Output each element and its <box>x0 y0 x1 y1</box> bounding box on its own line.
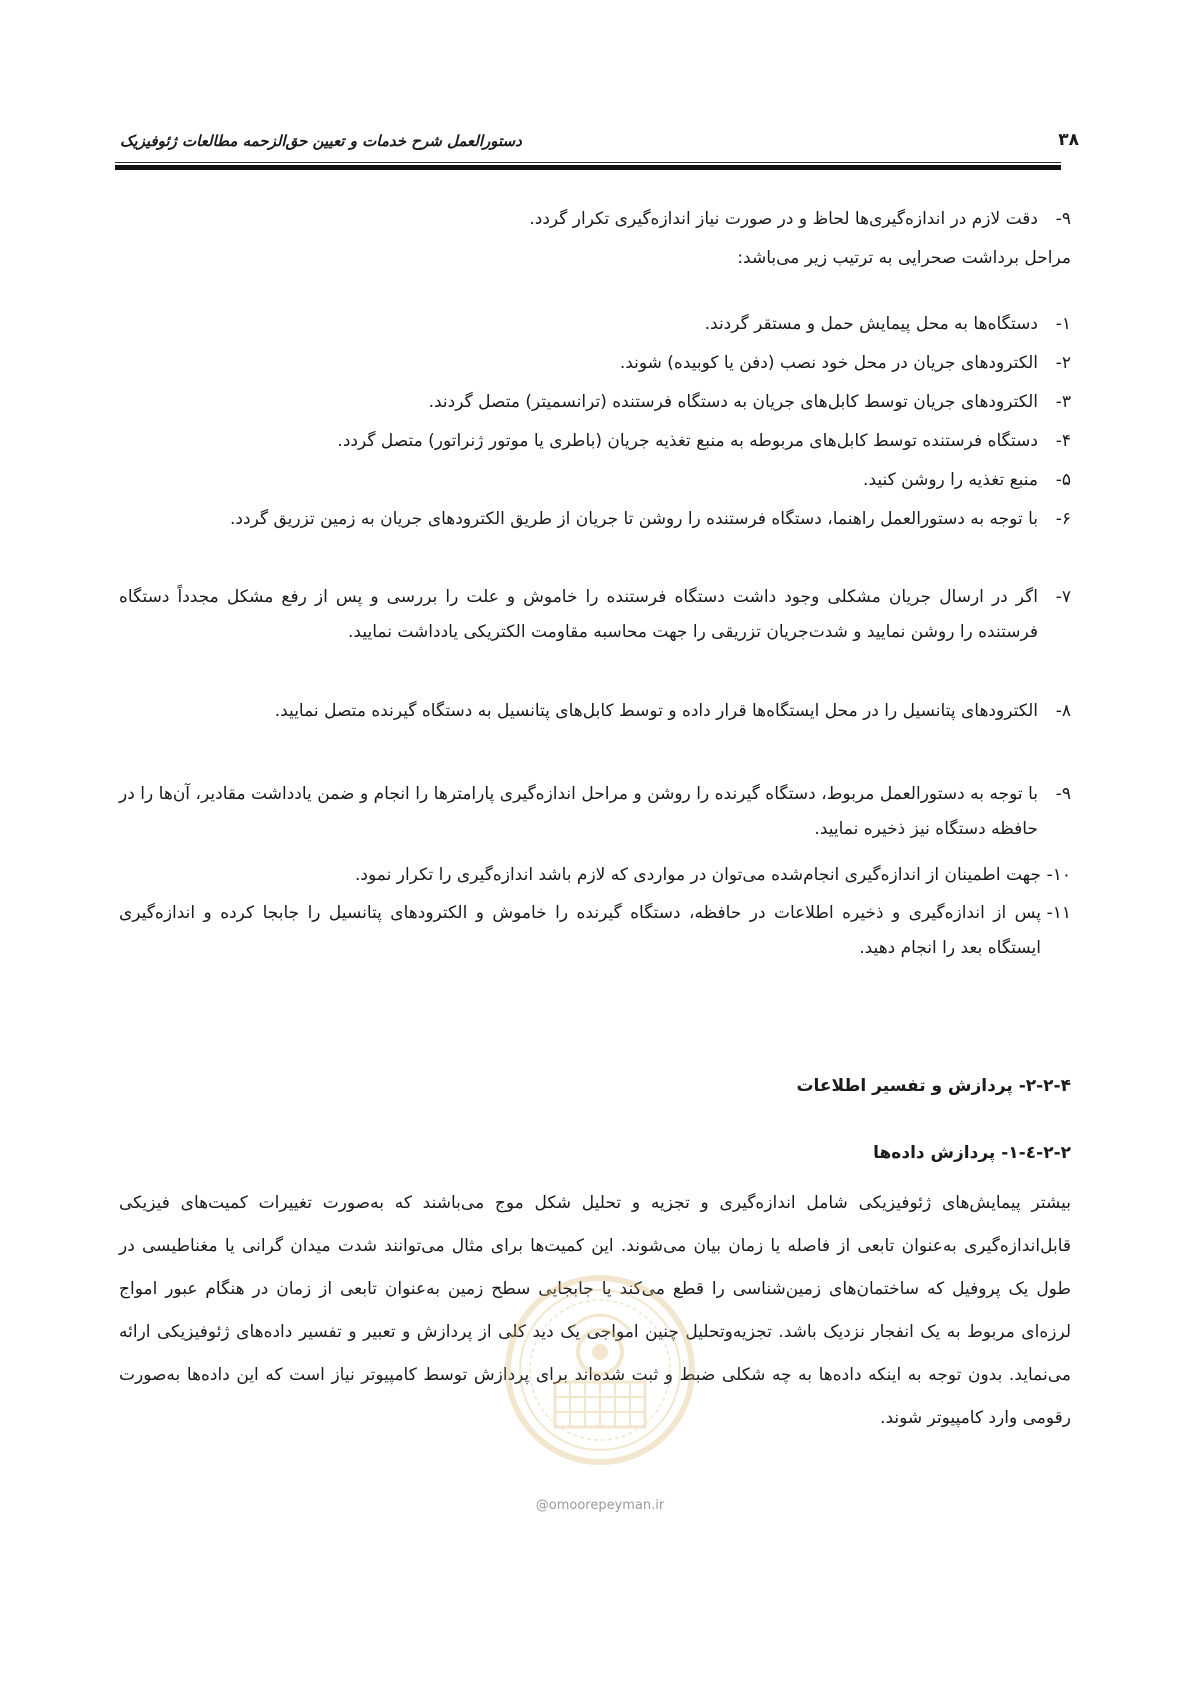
list-number: ۵- <box>1055 470 1071 490</box>
list-item <box>119 777 1071 847</box>
data-processing-paragraph: بیشتر پیمایش‌های ژئوفیزیکی شامل اندازه‌گیری و تجزیه و تحلیل شکل موج می‌باشند که به‌صورت تغییرات کمیت‌های فیزیکی قابل‌اندازه‌گیری به‌عنوان تابعی از فاصله یا زمان بیان می‌شوند. این کمیت‌ها برای مثال می‌توانند شدت میدان گرانی یا مغناطیسی در طول یک پروفیل که ساختمان‌های زمین‌شناسی را قطع می‌کند یا جابجایی سطح زمین به‌عنوان تابعی از زمان در هنگام عبور امواج لرزه‌ای مربوط به یک انفجار نزدیک باشد. تجزیه‌وتحلیل چنین امواجی یک دید کلی از پردازش و تعبیر و تفسیر داده‌های ژئوفیزیکی ارائه می‌نماید. بدون توجه به اینکه داده‌ها به چه شکلی ضبط و ثبت شده‌اند برای پردازش توسط کامپیوتر نیاز است که این داده‌ها به‌صورت رقومی وارد کامپیوتر شوند. <box>119 1193 1071 1428</box>
list-item <box>119 424 1071 459</box>
list-number: ۹- <box>1055 209 1071 229</box>
list-number: ۱۰- <box>1046 865 1071 885</box>
list-number: ۱- <box>1055 314 1071 334</box>
list-text: منبع تغذیه را روشن کنید. <box>863 470 1038 490</box>
list-item <box>119 896 1071 966</box>
list-number: ۶- <box>1055 509 1071 529</box>
list-text: با توجه به دستورالعمل مربوط، دستگاه گیرنده را روشن و مراحل اندازه‌گیری پارامترها را انجام و ضمن یادداشت مقادیر، آن‌ها را در حافظه دستگاه نیز ذخیره نمایید. <box>119 784 1038 839</box>
list-number: ۳- <box>1055 392 1071 412</box>
watermark-url: @omoorepeyman.ir <box>535 1498 665 1513</box>
list-text: با توجه به دستورالعمل راهنما، دستگاه فرستنده را روشن تا جریان از طریق الکترودهای جریان به زمین تزریق گردد. <box>230 509 1038 529</box>
list-text: دستگاه فرستنده توسط کابل‌های مربوطه به منبع تغذیه جریان (باطری یا موتور ژنراتور) متصل گردد. <box>337 431 1038 451</box>
intro-item-9 <box>119 202 1071 237</box>
list-number: ۴- <box>1055 431 1071 451</box>
list-number: ۲- <box>1055 353 1071 373</box>
running-header-title: دستورالعمل شرح خدمات و تعیین حق‌الزحمه مطالعات ژئوفیزیک <box>120 132 522 150</box>
list-item <box>119 307 1071 342</box>
subsection-heading: ۲-۲-٤-۱- پردازش داده‌ها <box>873 1143 1071 1163</box>
header-rule-thin <box>115 162 1061 163</box>
list-item <box>119 502 1071 537</box>
list-item <box>119 346 1071 381</box>
list-text: الکترودهای جریان در محل خود نصب (دفن یا کوبیده) شوند. <box>619 353 1038 373</box>
list-text: الکترودهای پتانسیل را در محل ایستگاه‌ها قرار داده و توسط کابل‌های پتانسیل به دستگاه گیرنده متصل نمایید. <box>274 701 1038 721</box>
list-item <box>119 580 1071 650</box>
list-item <box>119 694 1071 729</box>
list-number: ۱۱- <box>1046 903 1071 923</box>
list-text: دستگاه‌ها به محل پیمایش حمل و مستقر گردند. <box>704 314 1038 334</box>
section-heading: ۲-۲-۴- پردازش و تفسیر اطلاعات <box>796 1076 1071 1096</box>
stages-line: مراحل برداشت صحرایی به ترتیب زیر می‌باشد: <box>737 248 1071 268</box>
list-item <box>119 463 1071 498</box>
list-number: ۷- <box>1055 587 1071 607</box>
list-item <box>119 385 1071 420</box>
list-text: جهت اطمینان از اندازه‌گیری انجام‌شده می‌توان در مواردی که لازم باشد اندازه‌گیری را تکرار نمود. <box>355 865 1041 885</box>
list-number: ۸- <box>1055 701 1071 721</box>
list-item <box>119 858 1071 893</box>
header-rule-thick <box>115 165 1061 170</box>
list-text: پس از اندازه‌گیری و ذخیره اطلاعات در حافظه، دستگاه گیرنده را خاموش و الکترودهای پتانسیل را جابجا کرده و اندازه‌گیری ایستگاه بعد را انجام دهید. <box>119 903 1041 958</box>
list-text: اگر در ارسال جریان مشکلی وجود داشت دستگاه فرستنده را خاموش و علت را بررسی و پس از رفع مشکل مجدداً دستگاه فرستنده را روشن نمایید و شدت‌جریان تزریقی را جهت محاسبه مقاومت الکتریکی یادداشت نمایید. <box>119 587 1038 642</box>
list-text: دقت لازم در اندازه‌گیری‌ها لحاظ و در صورت نیاز اندازه‌گیری تکرار گردد. <box>529 209 1038 229</box>
page-number: ۳۸ <box>1058 130 1079 150</box>
list-text: الکترودهای جریان توسط کابل‌های جریان به دستگاه فرستنده (ترانسمیتر) متصل گردند. <box>428 392 1038 412</box>
list-number: ۹- <box>1055 784 1071 804</box>
